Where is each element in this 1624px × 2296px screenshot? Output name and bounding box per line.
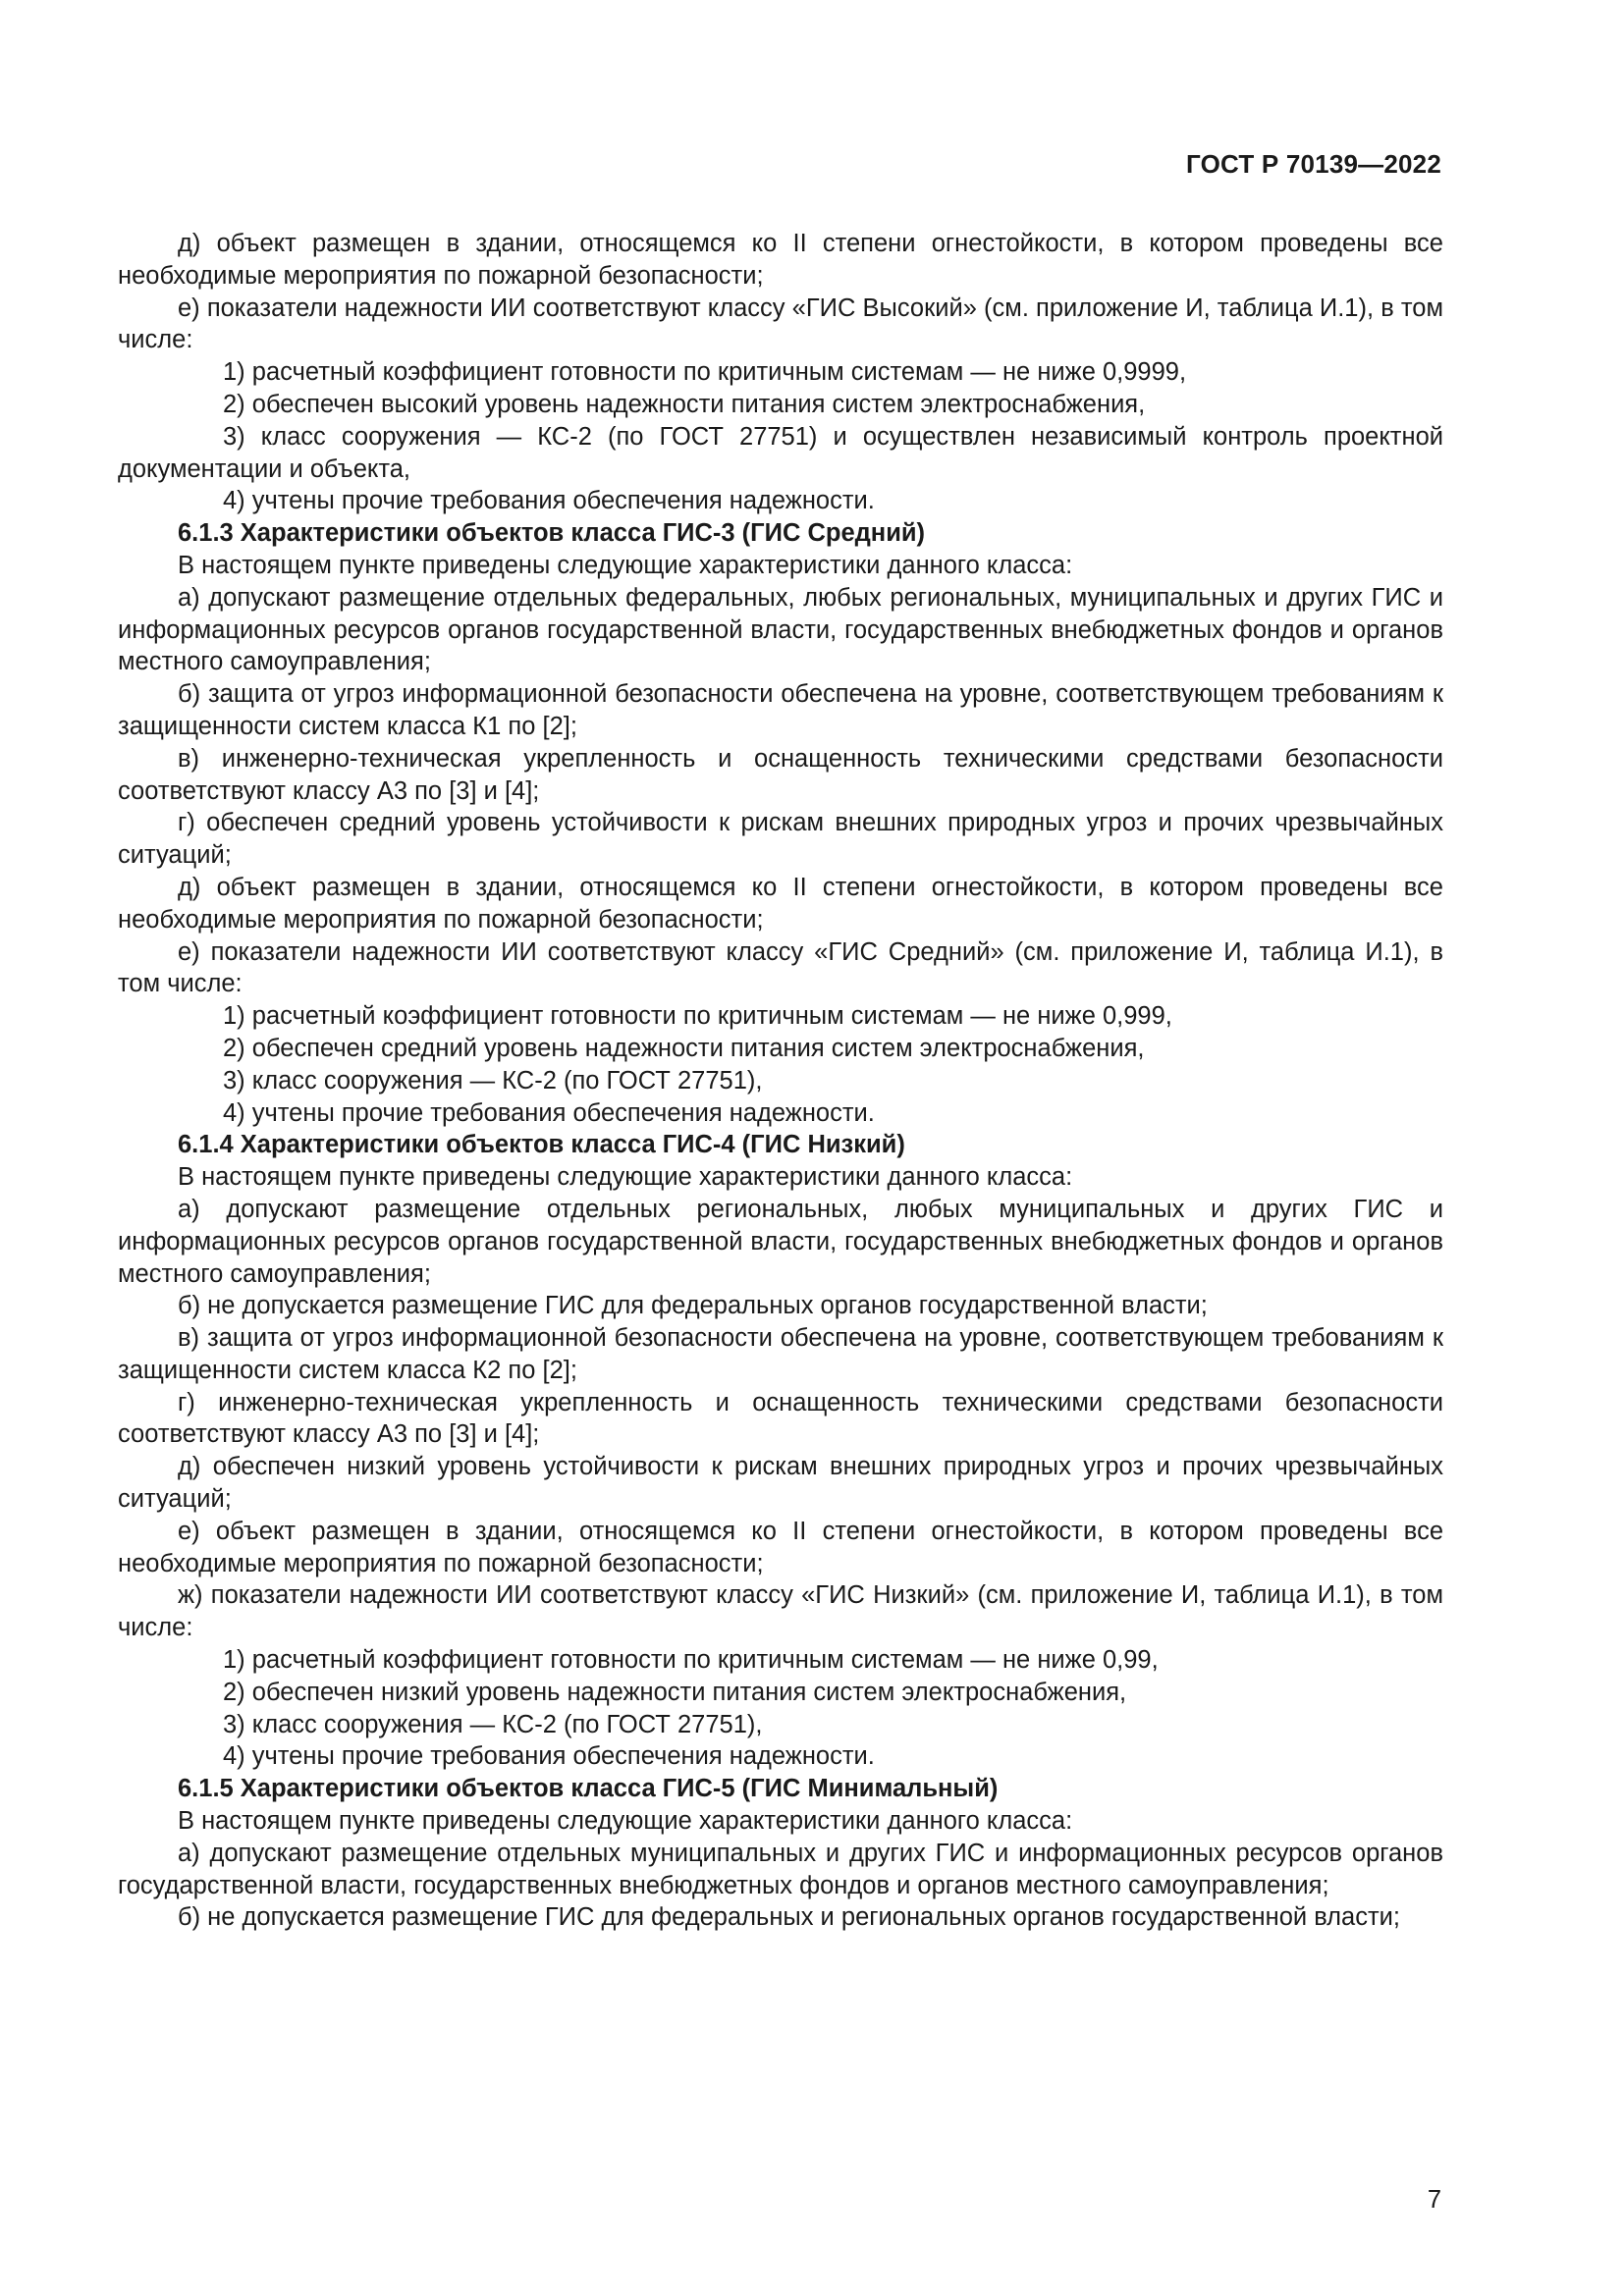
list-item: е) показатели надежности ИИ соответствуют классу «ГИС Средний» (см. приложение И, таблица И.1), в том числе: xyxy=(118,937,1443,998)
list-item: д) объект размещен в здании, относящемся ко II степени огнестойкости, в котором проведены все необходимые мероприятия по пожарной безопасности; xyxy=(118,230,1443,290)
sub-list-item: 2) обеспечен высокий уровень надежности питания систем электроснабжения, xyxy=(223,390,1146,418)
list-item: в) инженерно-техническая укрепленность и оснащенность техническими средствами безопасности соответствуют классу А3 по [3] и [4]; xyxy=(118,744,1443,805)
sub-list-item: 3) класс сооружения — КС-2 (по ГОСТ 27751) и осуществлен независимый контроль проектной документации и объекта, xyxy=(118,422,1443,483)
sub-list-item: 1) расчетный коэффициент готовности по критичным системам — не ниже 0,99, xyxy=(223,1646,1159,1675)
document-body xyxy=(118,228,1443,1934)
section-heading: 6.1.3 Характеристики объектов класса ГИС-3 (ГИС Средний) xyxy=(178,519,926,548)
list-item: г) обеспечен средний уровень устойчивости к рискам внешних природных угроз и прочих чрезвычайных ситуаций; xyxy=(118,809,1443,870)
list-item: а) допускают размещение отдельных федеральных, любых региональных, муниципальных и других ГИС и информационных ресурсов органов государственной власти, государственных внебюджетных фондов и органов местного самоуправления; xyxy=(118,583,1443,676)
list-item: б) не допускается размещение ГИС для федеральных и региональных органов государственной власти; xyxy=(178,1903,1400,1932)
intro-paragraph: В настоящем пункте приведены следующие характеристики данного класса: xyxy=(178,1163,1073,1192)
sub-list-item: 2) обеспечен средний уровень надежности питания систем электроснабжения, xyxy=(223,1034,1145,1062)
list-item: г) инженерно-техническая укрепленность и оснащенность техническими средствами безопасности соответствуют классу А3 по [3] и [4]; xyxy=(118,1388,1443,1449)
list-item: е) объект размещен в здании, относящемся ко II степени огнестойкости, в котором проведены все необходимые мероприятия по пожарной безопасности; xyxy=(118,1517,1443,1577)
sub-list-item: 4) учтены прочие требования обеспечения надежности. xyxy=(223,1098,875,1127)
sub-list-item: 1) расчетный коэффициент готовности по критичным системам — не ниже 0,9999, xyxy=(223,358,1187,387)
list-item: в) защита от угроз информационной безопасности обеспечена на уровне, соответствующем требованиям к защищенности систем класса К2 по [2]; xyxy=(118,1324,1443,1384)
sub-list-item: 3) класс сооружения — КС-2 (по ГОСТ 27751), xyxy=(223,1066,763,1095)
sub-list-item: 4) учтены прочие требования обеспечения надежности. xyxy=(223,487,875,515)
list-item: е) показатели надежности ИИ соответствуют классу «ГИС Высокий» (см. приложение И, таблица И.1), в том числе: xyxy=(118,294,1443,354)
list-item: ж) показатели надежности ИИ соответствуют классу «ГИС Низкий» (см. приложение И, таблица И.1), в том числе: xyxy=(118,1581,1443,1642)
intro-paragraph: В настоящем пункте приведены следующие характеристики данного класса: xyxy=(178,1807,1073,1836)
sub-list-item: 4) учтены прочие требования обеспечения надежности. xyxy=(223,1742,875,1771)
document-header: ГОСТ Р 70139—2022 xyxy=(1186,149,1441,179)
list-item: д) обеспечен низкий уровень устойчивости к рискам внешних природных угроз и прочих чрезвычайных ситуаций; xyxy=(118,1453,1443,1514)
intro-paragraph: В настоящем пункте приведены следующие характеристики данного класса: xyxy=(178,551,1073,579)
sub-list-item: 1) расчетный коэффициент готовности по критичным системам — не ниже 0,999, xyxy=(223,1002,1172,1031)
sub-list-item: 3) класс сооружения — КС-2 (по ГОСТ 27751), xyxy=(223,1710,763,1738)
section-heading: 6.1.5 Характеристики объектов класса ГИС-5 (ГИС Минимальный) xyxy=(178,1775,999,1803)
list-item: б) не допускается размещение ГИС для федеральных органов государственной власти; xyxy=(178,1292,1208,1320)
sub-list-item: 2) обеспечен низкий уровень надежности питания систем электроснабжения, xyxy=(223,1678,1127,1706)
list-item: а) допускают размещение отдельных муниципальных и других ГИС и информационных ресурсов органов государственной власти, государственных внебюджетных фондов и органов местного самоуправления; xyxy=(118,1839,1443,1899)
list-item: а) допускают размещение отдельных региональных, любых муниципальных и других ГИС и информационных ресурсов органов государственной власти, государственных внебюджетных фондов и органов местного самоуправления; xyxy=(118,1195,1443,1288)
list-item: д) объект размещен в здании, относящемся ко II степени огнестойкости, в котором проведены все необходимые мероприятия по пожарной безопасности; xyxy=(118,873,1443,934)
section-heading: 6.1.4 Характеристики объектов класса ГИС-4 (ГИС Низкий) xyxy=(178,1131,905,1159)
list-item: б) защита от угроз информационной безопасности обеспечена на уровне, соответствующем требованиям к защищенности систем класса К1 по [2]; xyxy=(118,680,1443,740)
page-number: 7 xyxy=(1427,2186,1441,2214)
